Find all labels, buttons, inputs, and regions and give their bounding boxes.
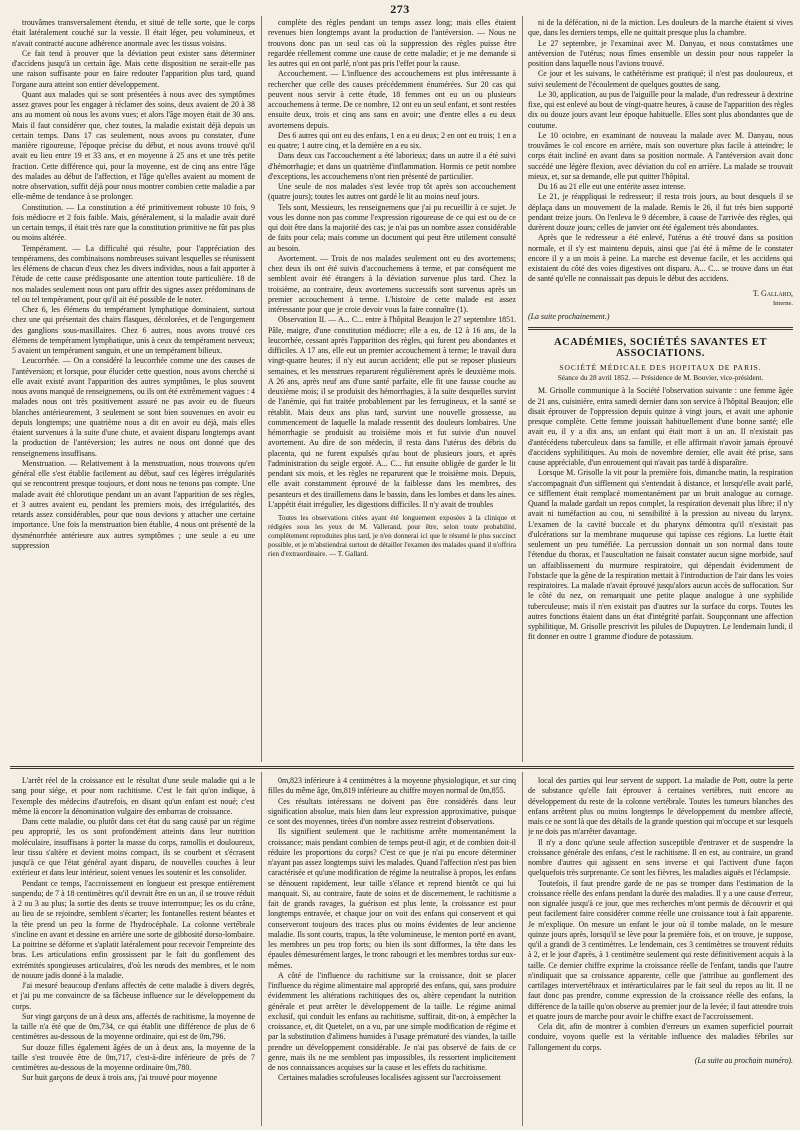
section-rule: [528, 327, 793, 330]
paragraph: Dans deux cas l'accouchement a été laborieux; dans un autre il a été suivi d'hémorrhagie; et dans un quatrième d'inflammation. Hormis ce petit nombre d'exceptions, les accouchemens n'ont rien présenté de particulier.: [268, 151, 516, 181]
column-5: [268, 776, 516, 1124]
paragraph: Lorsque M. Grisolle la vit pour la première fois, dimanche matin, la respiration s'accompagnait d'un sifflement qui s'entendait à distance, et lorsqu'elle avait parlé, ce sifflement était remplacé momentanément par un bruit analogue au cornage. Quand la malade gardait un repos complet, la respiration devenait plus libre; il n'y avait ni tuméfaction au cou, ni sensibilité à la pression au niveau du larynx. L'examen de la cavité buccale et du pharynx démontra qu'il n'existait pas d'ulcérations sur la membrane muqueuse qui tapisse ces régions. La luette était seulement un peu tuméfiée. La percussion donnait un son normal dans toute l'étendue du thorax, et l'auscultation ne faisait constater aucun signe morbide, sauf un affaiblissement du murmure respiratoire, qui dépendait évidemment de l'obstacle que la gêne de la respiration mettait à l'introduction de l'air dans les voies respiratoires. La malade n'avait éprouvé jusqu'alors aucun accès de suffocation. Sur le côté du nez, on remarquait une petite plaque analogue à une syphilide tuberculeuse; mais il n'en existait pas d'autres sur la surface du corps. Toutes les autres fonctions étaient dans un état d'intégrité parfait. Soupçonnant une affection syphilitique, M. Grisolle prescrivit les pilules de Dupuytren. Le lendemain lundi, il fit donner en outre 1 gramme d'iodure de potassium.: [528, 468, 793, 642]
paragraph: Dans cette maladie, ou plutôt dans cet état du sang causé par un régime peu approprié, les os sont profondément atteints dans leur nutrition moléculaire, insuffisans à porter la masse du corps, ramollis et douloureux, leur tissu s'altère et devient moins compact, ils se courbent et s'écrasent jusqu'à ce que l'état général ayant disparu, de nouvelles couches à leur extérieur et dans leur intérieur, soient venues les soutenir et les consolider.: [12, 817, 255, 878]
column-2: [268, 18, 516, 760]
paragraph: Le 10 octobre, en examinant de nouveau la malade avec M. Danyau, nous trouvâmes le col encore en arrière, mais son ouverture plus facile à atteindre; le corps était incliné en avant dans sa position normale. A l'antéversion avait donc succédé une légère flexion, avec déviation du col en arrière. La malade se trouvait mieux, et, sur sa demande, elle put quitter l'hôpital.: [528, 130, 793, 181]
society-name: SOCIÉTÉ MÉDICALE DES HOPITAUX DE PARIS.: [559, 362, 762, 372]
column-4: [12, 776, 255, 1124]
paragraph: complète des règles pendant un temps assez long; mais elles étaient revenues bien longtemps avant la production de l'antéversion. — Nous ne trouvons donc pas un seul cas où la suppression des règles puisse être regardée réellement comme une cause de cette maladie; et je me demande si les autres qui en ont parlé, n'ont pas pris l'effet pour la cause.: [268, 18, 516, 68]
paragraph: Leucorrhée. — On a considéré la leucorrhée comme une des causes de l'antéversion; et lorsque, pour élucider cette question, nous avons cherché si elle avait existé avant l'apparition des autres symptômes, le plus souvent nous avons manqué de renseignemens, ou ils ont été extrêmement vagues : 4 malades nous ont très positivement assuré ne pas avoir eu de flueurs blanches antérieurement, 3 seulement se sont bien souvenues en avoir eu depuis longtemps; une quatrième nous a dit en avoir eu déjà, mais elles étaient survenues à la suite d'une chute, et avaient disparu longtemps avant la production de l'antéversion; les autres ne nous ont donné que des renseignemens insuffisans.: [12, 356, 255, 458]
column-divider: [261, 772, 262, 1126]
paragraph: Toutefois, il faut prendre garde de ne pas se tromper dans l'estimation de la croissance réelle des enfans pendant la durée des maladies. Il y a une cause d'erreur, non signalée jusqu'à ce jour, que mes recherches m'ont permis de découvrir et qui peut facilement faire considérer comme réelle une croissance tout à fait apparente. Je m'explique. On mesure un enfant le jour où il tombe malade, on le mesure quinze jours après, lorsqu'il se lève pour la première fois, et on trouve, je suppose, qu'il a grandi de 3 centimètres. Le lendemain, ces 3 centimètres se trouvent réduits à 2, et le jour d'après, à 1 centimètre seulement qui reste définitivement acquis à la taille. Ce dernier chiffre exprime la croissance réelle de l'enfant, tandis que l'autre n'indiquait que sa croissance apparente, celle que j'attribue au gonflement des cartilages intervertébraux et intérarticulaires par le fait seul du repos au lit. Il ne faut donc pas prendre, comme expression de la croissance réelle des enfans, la différence de la taille qu'on observe au premier jour de la levée; il faut attendre trois et quatre jours de marche pour avoir le chiffre exact de l'accroissement.: [528, 878, 793, 1021]
paragraph: 0m,823 inférieure à 4 centimètres à la moyenne physiologique, et sur cinq filles du même âge, 0m,819 inférieure au chiffre moyen normal de 0m,855.: [268, 776, 516, 796]
paragraph: Le 30, application, au pus de l'aiguille pour la malade, d'un redresseur à dextrine fixe, qui est enlevé au bout de vingt-quatre heures, à cause de l'apparition des règles dix ou douze jours avant leur époque habituelle. Elles sont plus abondantes que de coutume.: [528, 89, 793, 130]
signature-block: [528, 289, 793, 310]
paragraph: J'ai mesuré beaucoup d'enfans affectés de cette maladie à divers degrés, et j'ai pu me convaincre de sa fâcheuse influence sur le développement du corps.: [12, 981, 255, 1011]
page-number: 273: [390, 2, 410, 16]
paragraph: Constitution. — La constitution a été primitivement robuste 10 fois, 9 fois médiocre et 2 fois faible. Mais, généralement, si la maladie avait duré un certain temps, il était très rare que la constitution primitive ne fût pas plus ou moins altérée.: [12, 202, 255, 243]
paragraph: Une seule de nos malades s'est levée trop tôt après son accouchement (quatre jours); toutes les autres ont gardé le lit au moins neuf jours.: [268, 182, 516, 202]
paragraph: Sur huit garçons de deux à trois ans, j'ai trouvé pour moyenne: [22, 1073, 218, 1083]
paragraph: Il n'y a donc qu'une seule affection susceptible d'entraver et de suspendre la croissance générale des enfans, c'est le rachitisme. Il en est, au contraire, un grand nombre d'autres qui agissent en sens inverse et qui l'activent d'une façon quelquefois très surprenante. Ce sont les fièvres, les maladies aiguës et l'éclampsie.: [528, 837, 793, 878]
paragraph: Le 27 septembre, je l'examinai avec M. Danyau, et nous constatâmes une antéversion de l'utérus; nous fîmes ensemble un dessin pour nous rappeler la position dans laquelle nous l'avions trouvé.: [528, 38, 793, 68]
paragraph: Ce fait tend à prouver que la déviation peut exister sans déterminer d'accidens jusqu'à un certain âge. Mais cette disposition ne serait-elle pas une raison suffisante pour en faire redouter l'apparition plus tard, quand l'organe aura atteint son entier développement.: [12, 48, 255, 89]
paragraph: ni de la défécation, ni de la miction. Les douleurs de la marche étaient si vives que, dans les derniers temps, elle ne quittait presque plus la chambre.: [528, 18, 793, 38]
paragraph: Sur douze filles également âgées de un à deux ans, la moyenne de la taille s'est trouvée être de 0m,717, c'est-à-dire inférieure de près de 7 centimètres au-dessous de la moyenne ordinaire 0m,780.: [12, 1042, 255, 1072]
signature-title: Interne.: [772, 299, 793, 307]
paragraph: Cela dit, afin de montrer à combien d'erreurs un examen superficiel pourrait conduire, voyons quelle est la véritable influence des maladies fébriles sur l'allongement du corps.: [528, 1022, 793, 1052]
paragraph: Sur vingt garçons de un à deux ans, affectés de rachitisme, la moyenne de la taille n'a été que de 0m,734, ce qui établit une différence de plus de 6 centimètres au-dessous de la moyenne ordinaire, qui est de 0m,796.: [12, 1011, 255, 1042]
paragraph: L'arrêt réel de la croissance est le résultat d'une seule maladie qui a le sang pour siége, et pour nom rachitisme. C'est le fait qu'on indique, à l'exemple des médecins d'autrefois, en disant qu'un enfant est noué; c'est même là encore la dénomination vulgaire des embarras de croissance.: [12, 776, 255, 816]
column-3: [528, 18, 793, 760]
paragraph: Avortement. — Trois de nos malades seulement ont eu des avortemens; chez deux ils ont été suivis d'accouchemens à terme, et par conséquent me semblent avoir été étrangers à la déviation survenue plus tard. Chez la troisième, au contraire, deux avortemens successifs sont survenus après un premier accouchement à terme. L'histoire de cette malade est assez intéressante pour que je croie devoir vous la faire connaître (1).: [268, 253, 516, 314]
paragraph: A côté de l'influence du rachitisme sur la croissance, doit se placer l'influence du régime alimentaire mal approprié des enfans, qui, sans produire évidemment les altérations rachitiques des os, altère cependant la nutrition générale et peut arrêter le développement de la taille. Le régime animal exclusif, qui conduit les enfans au rachitisme, suffirait, dit-on, à empêcher la croissance, et, dit Quetelet, on a vu, par une simple modification de régime et par la substitution d'alimens humides à l'usage prématuré des viandes, la taille prendre un développement considérable. Je n'ai pas observé de faits de ce genre, mais ils ne me semblent pas impossibles, ils ressortent implicitement de nos connaissances acquises sur la cause et les effets du rachitisme.: [268, 970, 516, 1072]
continuation-note: (La suite au prochain numéro).: [694, 1055, 793, 1065]
column-divider: [522, 772, 523, 1126]
observation-text: Observation II. — A... C... entre à l'hôpital Beaujon le 27 septembre 1851. Pâle, maigre, d'une constitution médiocre; elle a eu, de 12 à 16 ans, de la leucorrhée, cessant après l'apparition des règles, qui furent peu abondantes et difficiles. A 17 ans, elle eut un premier accouchement à terme; le travail dura vingt-quatre heures; il n'y eut aucun accident; elle put se reposer plusieurs semaines, et les menstrues reparurent régulièrement après le deuxième mois. A 26 ans, après neuf ans d'une santé parfaite, elle fit une fausse couche au deuxième mois; il se produisit des hémorrhagies, à la suite desquelles survint de l'anémie, qui fut traitée probablement par les ferrugineux, et la santé se rétablit. Mais deux ans plus tard, survint une nouvelle grossesse, au commencement de laquelle la malade ressentit des douleurs lombaires. Une hémorrhagie se produisit au troisième mois et fut suivie d'un nouvel avortement. Au dire de son médecin, il resta dans l'utérus des débris du placenta, qui ne furent expulsés qu'au bout de plusieurs jours, et après l'administration du seigle ergoté. A... C... fut ensuite obligée de garder le lit pendant six mois, et les règles ne reparurent que le troisième mois. Depuis, elle avait constamment éprouvé de la faiblesse dans les membres, des pesanteurs et des tiraillemens dans le bassin, dans les lombes et dans les aines. L'appétit était irrégulier, les digestions difficiles. Il n'y avait de troubles: [268, 315, 516, 509]
column-6: [528, 776, 793, 1124]
signature: T. Gallard,: [752, 288, 793, 298]
paragraph: Pendant ce temps, l'accroissement en longueur est presque entièrement suspendu; de 7 à 18 centimètres qu'il devrait être en un an, il se trouve réduit à 2 ou 3 au plus; la sortie des dents se trouve interrompue; les os du crâne, au lieu de se rejoindre, semblent s'écarter; les fontanelles restent béantes et la tête prend un peu la forme de l'hydrocéphale. La colonne vertébrale s'incline en avant et dessine en arrière une sorte de gibbosité dorso-lombaire. La poitrine se déforme et s'aplatit latéralement pour recevoir l'empreinte des bras. Les articulations enfin grossissent par le fait du gonflement des extrémités spongieuses articulaires, d'où les nœuds des membres, et le nom de nouure jadis donné à la maladie.: [12, 878, 255, 980]
column-divider: [261, 16, 262, 762]
section-title: ACADÉMIES, SOCIÉTÉS SAVANTES ET ASSOCIATIONS.: [553, 337, 768, 359]
paragraph: trouvâmes transversalement étendu, et situé de telle sorte, que le corps était latéralement couché sur la vessie. Il était léger, peu volumineux, et n'avait contracté aucune adhérence anormale avec les tissus voisins.: [12, 18, 255, 48]
paragraph: Le 21, je réappliquai le redresseur; il resta trois jours, au bout desquels il se déplaça dans un mouvement de la malade. Remis le 26, il fut très bien supporté pendant treize jours. On l'enleva le 9 décembre, à cause de l'arrivée des règles, qui durèrent douze jours; celles de janvier ont été également très abondantes.: [528, 192, 793, 232]
session-line: Séance du 28 avril 1852. — Présidence de M. Bouvier, vice-président.: [557, 373, 764, 382]
column-1: [12, 18, 255, 760]
paragraph: Du 16 au 21 elle eut une entérite assez intense.: [538, 182, 686, 191]
paragraph: Quant aux malades qui se sont présentées à nous avec des symptômes assez graves pour les engager à réclamer des soins, deux avaient de 20 à 38 ans au moment où nous les avons vues; et alors l'âge moyen était de 30 ans. Mais il faut considérer que, chez toutes, la maladie existait déjà depuis un certain temps. Dans 17 cas seulement, nous avons pu constater, d'une manière rigoureuse, l'époque précise du début, et nous avons trouvé qu'il avait eu lieu entre 19 et 33 ans, et en moyenne à 25 ans et une très petite fraction. Cette différence qui, pour la moyenne, est de cinq ans entre l'âge des malades au début de l'affection, et l'âge qu'elles avaient au moment de notre observation, suffit déjà pour nous montrer combien cette maladie a par elle-même de tendance à se prolonger.: [12, 89, 255, 202]
paragraph: Menstruation. — Relativement à la menstruation, nous trouvons qu'en général elle s'est établie facilement au début, sauf ces légères irrégularités qui se rencontrent presque toujours, et dont nous ne tenons pas compte. Une malade avait été chlorotique pendant un an avant l'apparition de ses règles, et 3 autres avaient eu, pendant les premiers mois, des irrégularités, des retards assez considérables, pour que nous devions y attacher une certaine importance. Une fois la menstruation bien établie, 4 nous ont présenté de la dysménorrhée antérieure aux autres symptômes ; une seule a eu une suppression: [12, 458, 255, 550]
column-divider: [522, 16, 523, 762]
paragraph: Accouchement. — L'influence des accouchemens est plus intéressante à rechercher que celle des causes précédemment énumérées. Sur 20 cas qui peuvent nous servir à cette étude, 18 femmes ont eu un ou plusieurs accouchemens à terme. De ce nombre, 12 ont eu un seul enfant, et sont restées ensuite deux, trois et cinq ans sans en avoir; une d'entre elles a eu deux avortemens depuis.: [268, 69, 516, 130]
footnote: Toutes les observations citées ayant été longuement exposées à la clinique et rédigées sous les yeux de M. Vallerand, pour être, selon toute probabilité, complètement reproduites plus tard, je n'en donnerai ici que le résumé le plus succinct possible, et je m'abstiendrai surtout de détailler l'examen des malades quand il n'offrira rien d'extraordinaire. — T. Gallard.: [268, 514, 516, 558]
paragraph: Chez 6, les élémens du tempérament lymphatique dominaient, surtout chez une qui présentait des chairs flasques, décolorées, et de l'engorgement des ganglions sous-maxillaires. Chez 6 autres, nous avons trouvé ces élémens de tempérament lymphatique, unis à ceux du tempérament nerveux; 5 avaient un tempérament sanguin, et une un tempérament bilieux.: [12, 305, 255, 355]
paragraph: Ce jour et les suivans, le cathétérisme est pratiqué; il n'est pas douloureux, et suivi seulement de l'écoulement de quelques gouttes de sang.: [528, 69, 793, 89]
feuilleton-separator: [10, 766, 794, 769]
paragraph: Certaines maladies scrofuleuses localisées agissent sur l'accroissement: [278, 1073, 501, 1083]
paragraph: Tels sont, Messieurs, les renseignemens que j'ai pu recueillir à ce sujet. Je vous les donne non pas comme l'expression rigoureuse de ce qui est ou de ce qui doit être dans la majorité des cas; je n'ai pas un nombre assez considérable de faits pour cela; mais comme un document qui peut être utilement consulté au besoin.: [268, 202, 516, 253]
paragraph: Tempérament. — La difficulté qui résulte, pour l'appréciation des tempéramens, des combinaisons nombreuses suivant lesquelles se réunissent les élémens de chacun d'eux chez les divers individus, nous a fait apporter à l'étude de cette cause prédisposante une attention toute particulière. 18 de nos malades seulement nous ont paru offrir des signes assez prédominans de tel ou tel tempérament, pour qu'il ait été possible de le noter.: [12, 243, 255, 304]
paragraph: local des parties qui leur servent de support. La maladie de Pott, outre la perte de substance qu'elle fait éprouver à certaines vertèbres, nuit encore au développement du reste de la colonne vertébrale. Toutes les tumeurs blanches des enfans arrêtent plus ou moins longtemps le développement du membre affecté, mais ce ne sont là que des détails de la grande question qui m'occupe et sur lesquels je ne dois pas m'arrêter davantage.: [528, 776, 793, 837]
paragraph: Ces résultats intéressans ne doivent pas être considérés dans leur signification absolue, mais bien dans leur expression approximative, puisque ce sont des moyennes, tirées d'un nombre assez restreint d'observations.: [268, 796, 516, 826]
paragraph: M. Grisolle communique à la Société l'observation suivante : une femme âgée de 21 ans, cuisinière, entra samedi dernier dans son service à l'hôpital Beaujon; elle disait éprouver de l'oppression depuis quinze à vingt jours, et avait une aphonie presque complète. Cette femme jouissait habituellement d'une bonne santé; elle avait eu, il y a dix ans, un enfant qui était mort à un an. Il n'existait pas d'antécédens tuberculeux dans sa famille, et elle affirmait n'avoir jamais éprouvé d'accidens syphilitiques. Au mois de novembre dernier, elle avait été prise, sans cause appréciable, d'un enrouement qui n'avait pas tardé à disparaître.: [528, 386, 793, 467]
continuation-note: (La suite prochainement.): [528, 312, 610, 321]
paragraph: Après que le redresseur a été enlevé, l'utérus a été trouvé dans sa position normale, et il s'y est maintenu depuis, ainsi que j'ai été à même de le constater encore il y a un mois à peine. La marche est devenue facile, et les accidens qui existaient du côté des voies digestives ont disparu. A... C... se trouve dans un état de santé qu'elle ne connaissait pas depuis le début des accidens.: [528, 233, 793, 284]
paragraph: Des 6 autres qui ont eu des enfans, 1 en a eu deux; 2 en ont eu trois; 1 en a eu quatre; 1 autre cinq, et la dernière en a eu six.: [268, 130, 516, 150]
paragraph: Ils signifient seulement que le rachitisme arrête momentanément la croissance; mais pendant combien de temps peut-il agir, et de combien doit-il réduire les proportions du corps? C'est ce que je n'ai pu encore déterminer n'ayant pas assez longtemps suivi les malades. Quand l'affection n'est pas bien caractérisée et qu'une modification de régime la neutralise à propos, les enfans se dénouent rapidement, leur taille s'élance et reprend bientôt ce qui lui manquait. Si, au contraire, faute de soins et de discernement, le rachitisme a fait de grands ravages, la guérison est plus lente, la croissance est pour longtemps entravée, et chaque jour on voit des enfans qui conservent et qui conserveront toujours des traces plus ou moins évidentes de leur ancienne maladie. Ils sont courts, trapus, la tête volumineuse, le menton porté en avant, les membres un peu trop forts; ou bien ils sont difformes, la tête dans les épaules démesurément larges, le tronc rabougri et les membres tordus sur eux-mêmes.: [268, 827, 516, 970]
